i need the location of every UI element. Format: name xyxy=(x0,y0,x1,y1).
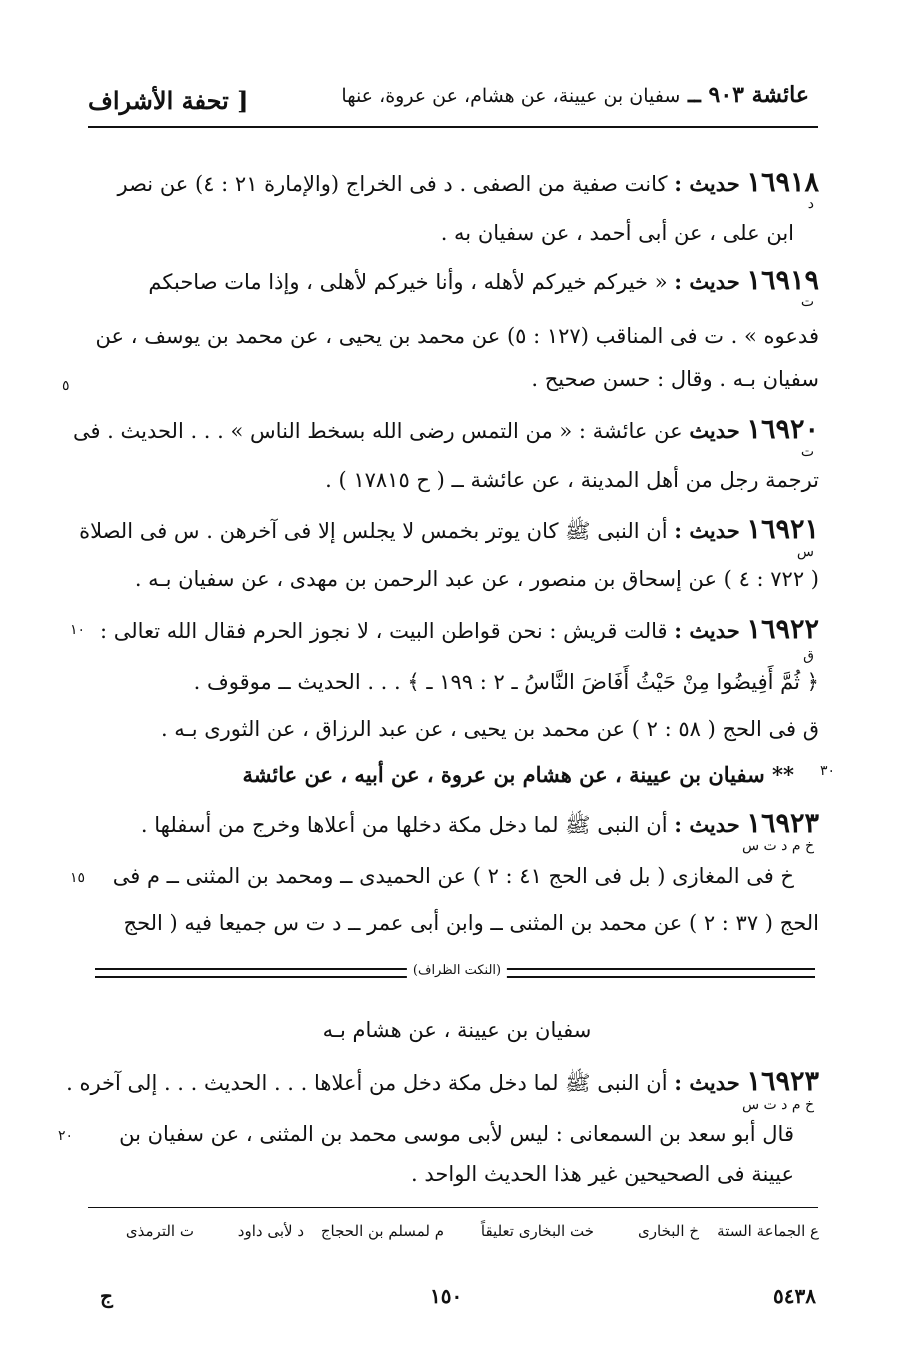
hadith-text: قالت قريش : نحن قواطن البيت ، لا نجوز الحرم فقال الله تعالى : xyxy=(100,619,668,643)
hadith-line xyxy=(73,414,819,445)
hadith-label: حديث : xyxy=(674,812,740,837)
hadith-number: ١٦٩٢٣ xyxy=(746,808,819,839)
text-line: ترجمة رجل من أهل المدينة ، عن عائشة ــ ( ح ١٧٨١٥ ) . xyxy=(325,468,819,492)
hadith-label: حديث : xyxy=(674,269,740,294)
hadith-line xyxy=(148,265,819,296)
text-line: سفيان بـه . وقال : حسن صحيح . xyxy=(531,367,819,391)
hadith-text: كانت صفية من الصفى . د فى الخراج (والإمارة ٢١ : ٤) عن نصر xyxy=(117,172,668,196)
sigla-mark: د xyxy=(807,196,814,212)
margin-line-number: ١٠ xyxy=(70,622,86,638)
footer-key-item: ع الجماعة الستة xyxy=(717,1222,819,1240)
margin-line-number: ١٥ xyxy=(70,870,86,886)
footer-key-item: ت الترمذى xyxy=(125,1222,194,1240)
text-line: خ فى المغازى ( بل فى الحج ٤١ : ٢ ) عن الحميدى ــ ومحمد بن المثنى ــ م فى xyxy=(112,864,794,888)
hadith-line xyxy=(118,167,820,198)
hadith-number: ١٦٩٢١ xyxy=(746,514,819,545)
sigla-mark: خ م د ت س xyxy=(741,838,814,854)
nukat-subtitle: سفيان بن عيينة ، عن هشام بـه xyxy=(322,1018,592,1042)
hadith-line xyxy=(141,808,819,843)
page-number: ١٥٠ xyxy=(430,1284,463,1308)
text-line: ق فى الحج ( ٥٨ : ٢ ) عن محمد بن يحيى ، عن عبد الرزاق ، عن الثورى بـه . xyxy=(160,717,819,741)
text-line: الحج ( ٣٧ : ٢ ) عن محمد بن المثنى ــ وابن أبى عمر ــ د ت س جميعا فيه ( الحج xyxy=(123,911,819,935)
hadith-text: « خيركم خيركم لأهله ، وأنا خيركم لأهلى ، وإذا مات صاحبكم xyxy=(148,270,668,294)
hadith-text: عن عائشة : « من التمس رضى الله بسخط الناس » . . . الحديث . فى xyxy=(72,419,683,443)
header-chain: سفيان بن عيينة، عن هشام، عن عروة، عنها xyxy=(341,85,681,107)
hadith-text: أن النبى ﷺ كان يوتر بخمس لا يجلس إلا فى آخرهن . س فى الصلاة xyxy=(79,519,668,543)
running-header-title xyxy=(341,82,809,108)
hadith-number: ١٦٩١٩ xyxy=(746,265,819,296)
header-book-title: [ تحفة الأشراف xyxy=(88,86,249,115)
hadith-label: حديث : xyxy=(674,1070,740,1095)
footer-rule xyxy=(88,1207,818,1208)
text-line: قال أبو سعد بن السمعانى : ليس لأبى موسى محمد بن المثنى ، عن سفيان بن xyxy=(119,1122,794,1146)
hadith-line xyxy=(79,514,819,549)
sigla-mark: ت xyxy=(800,294,814,310)
hadith-text: أن النبى ﷺ لما دخل مكة دخلها من أعلاها وخرج من أسفلها . xyxy=(140,813,668,837)
sigla-mark: ق xyxy=(803,648,814,664)
folio-number: ٥٤٣٨ xyxy=(773,1284,816,1308)
isnad-heading: ** سفيان بن عيينة ، عن هشام بن عروة ، عن أبيه ، عن عائشة xyxy=(242,762,794,787)
hadith-line xyxy=(66,1066,819,1101)
text-line: ( ٧٢٢ : ٤ ) عن إسحاق بن منصور ، عن عبد الرحمن بن مهدى ، عن سفيان بـه . xyxy=(134,567,819,591)
text-line: عيينة فى الصحيحين غير هذا الحديث الواحد . xyxy=(411,1162,794,1186)
volume-mark: ج xyxy=(100,1284,113,1308)
margin-line-number: ٢٠ xyxy=(58,1128,74,1144)
hadith-label: حديث : xyxy=(674,171,740,196)
hadith-number: ١٦٩٢٣ xyxy=(746,1066,819,1097)
header-rule xyxy=(88,126,818,128)
text-line: فدعوه » . ت فى المناقب (١٢٧ : ٥) عن محمد بن يحيى ، عن محمد بن يوسف ، عن xyxy=(95,324,819,348)
sigla-mark: ت xyxy=(800,444,814,460)
header-title: عائشة ٩٠٣ ــ xyxy=(687,82,809,108)
sigla-mark: س xyxy=(796,544,814,560)
footer-key-item: خت البخارى تعليقاً xyxy=(480,1222,594,1240)
footer-key-item: م لمسلم بن الحجاج xyxy=(320,1222,444,1240)
margin-line-number: ٥ xyxy=(62,378,70,394)
text-line: ابن على ، عن أبى أحمد ، عن سفيان به . xyxy=(440,221,794,245)
footer-key-item: خ البخارى xyxy=(638,1222,699,1240)
sigla-mark: خ م د ت س xyxy=(741,1097,814,1113)
footer-key-item: د لأبى داود xyxy=(237,1222,304,1240)
hadith-label: حديث : xyxy=(674,518,740,543)
separator-label: (النكت الظراف) xyxy=(407,963,507,978)
quran-verse-line: ﴿ ثُمَّ أَفِيضُوا مِنْ حَيْثُ أَفَاضَ النَّاسُ ـ ٢ : ١٩٩ ـ ﴾ . . . الحديث ــ موقوف . xyxy=(193,670,819,694)
margin-line-number: ٣٠ xyxy=(820,763,836,779)
hadith-number: ١٦٩٢٠ xyxy=(746,414,819,445)
hadith-line xyxy=(100,614,819,645)
hadith-number: ١٦٩٢٢ xyxy=(746,614,819,645)
hadith-number: ١٦٩١٨ xyxy=(746,167,819,198)
hadith-label: حديث : xyxy=(674,618,740,643)
hadith-text: أن النبى ﷺ لما دخل مكة دخل من أعلاها . . . الحديث . . . إلى آخره . xyxy=(66,1071,668,1095)
hadith-label: حديث xyxy=(689,418,740,443)
